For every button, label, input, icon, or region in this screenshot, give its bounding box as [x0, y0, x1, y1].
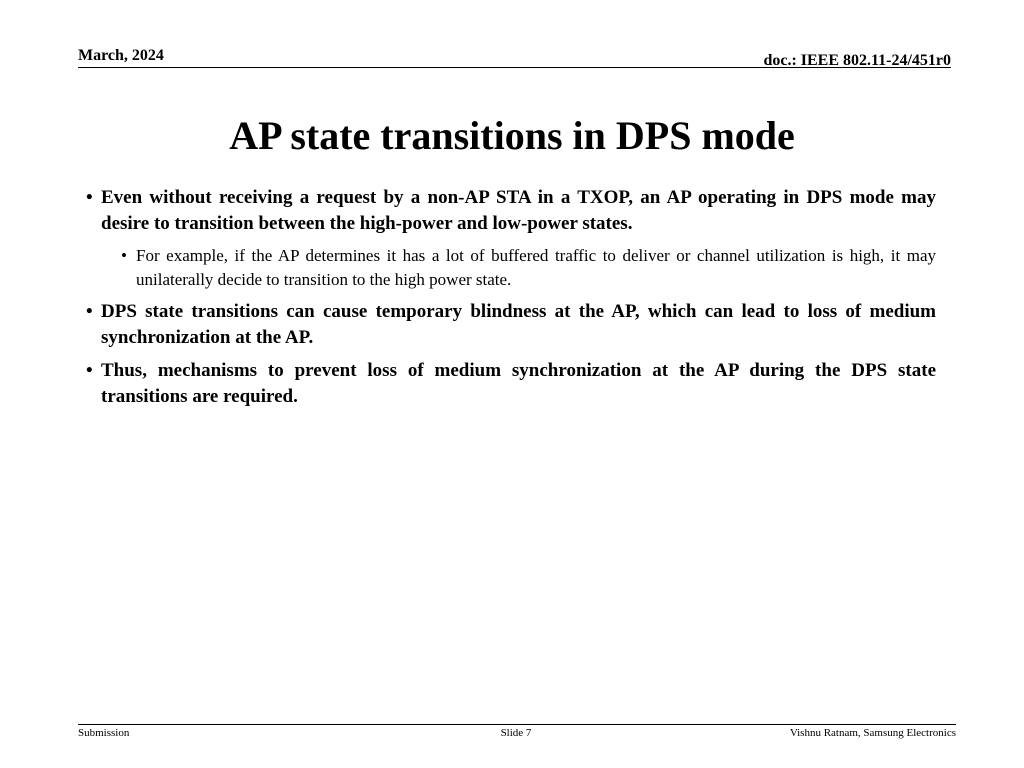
- header-date: March, 2024: [78, 47, 164, 64]
- header-doc-id: doc.: IEEE 802.11-24/451r0: [763, 52, 951, 69]
- footer-submission: Submission: [78, 727, 130, 739]
- bullet-3: [86, 358, 936, 410]
- bullet-2: [86, 299, 936, 351]
- bullet-marker: •: [86, 301, 93, 322]
- header-rule: [78, 67, 951, 68]
- bullet-2-text: DPS state transitions can cause temporary blindness at the AP, which can lead to loss of medium synchronization at the AP.: [101, 301, 936, 348]
- bullet-marker: •: [86, 187, 93, 208]
- bullet-1: [86, 185, 936, 237]
- footer-author: Vishnu Ratnam, Samsung Electronics: [789, 727, 956, 739]
- bullet-3-text: Thus, mechanisms to prevent loss of medium synchronization at the AP during the DPS state transitions are required.: [101, 360, 936, 407]
- sub-bullet-1-text: For example, if the AP determines it has a lot of buffered traffic to deliver or channel utilization is high, it may unilaterally decide to transition to the high power state.: [136, 246, 936, 289]
- footer-rule: [78, 724, 956, 725]
- footer-slide-number: Slide 7: [500, 727, 532, 739]
- slide-title: AP state transitions in DPS mode: [229, 113, 795, 158]
- bullet-marker: •: [86, 360, 93, 381]
- sub-bullet-marker: •: [121, 246, 127, 265]
- sub-bullet-1: [121, 244, 936, 292]
- bullet-1-text: Even without receiving a request by a non-AP STA in a TXOP, an AP operating in DPS mode may desire to transition between the high-power and low-power states.: [101, 187, 936, 234]
- slide-body: [86, 185, 936, 417]
